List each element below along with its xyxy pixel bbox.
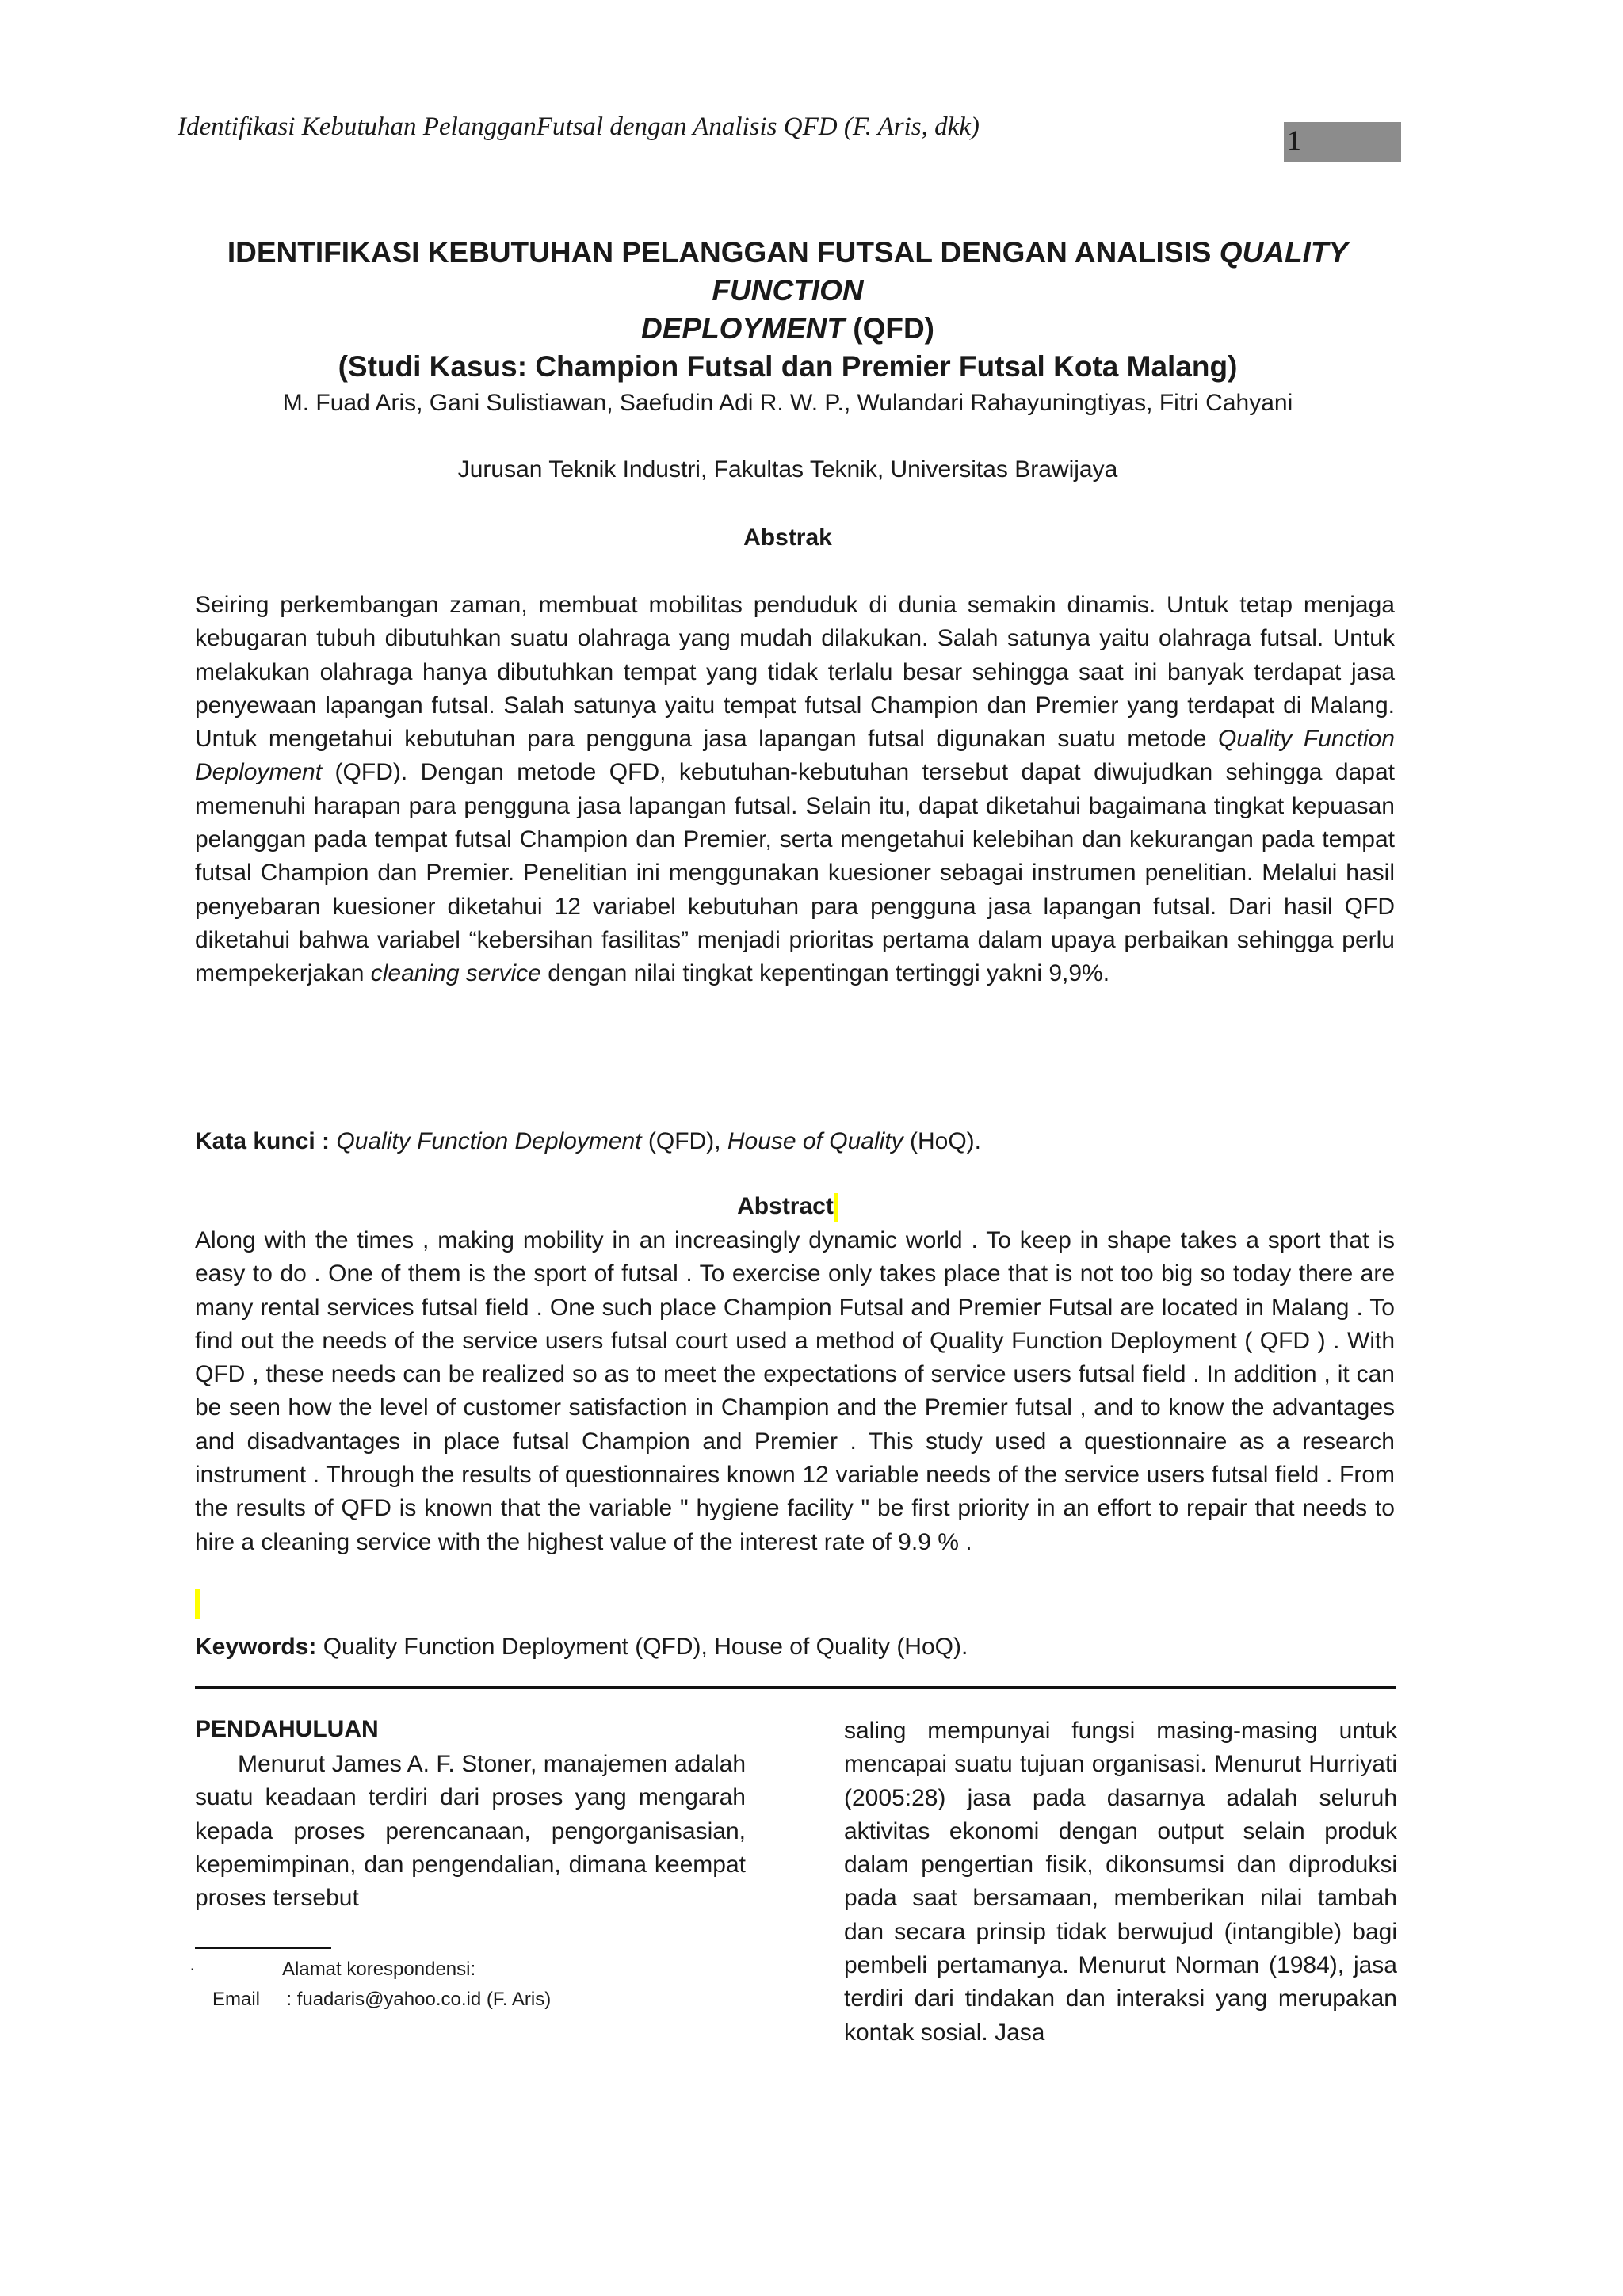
page-number: 1 <box>1287 124 1301 156</box>
abstract-heading: Abstract <box>178 1193 1398 1222</box>
abstract-body: Along with the times , making mobility in an increasingly dynamic world . To keep in shape takes a sport that is easy to do . One of them is the sport of futsal . To exercise only takes place that is not too big so today there are many rental services futsal field . One such place Champion Futsal and Premier Futsal are located in Malang . To find out the needs of the service users futsal court used a method of Quality Function Deployment ( QFD ) . With QFD , these needs can be realized so as to meet the expectations of service users futsal field . In addition , it can be seen how the level of customer satisfaction in Champion and the Premier futsal , and to know the advantages and disadvantages in place futsal Champion and Premier . This study used a questionnaire as a research instrument . Through the results of questionnaires known 12 variable needs of the service users futsal field . From the results of QFD is known that the variable " hygiene facility " be first priority in an effort to repair that needs to hire a cleaning service with the highest value of the interest rate of 9.9 % . <box>195 1227 1395 1555</box>
abstrak-heading: Abstrak <box>743 524 832 551</box>
footnote-correspondence: Alamat korespondensi: <box>282 1958 476 1980</box>
title-line-2: DEPLOYMENT (QFD) <box>641 312 934 345</box>
paper-title <box>178 234 1398 386</box>
author-list: M. Fuad Aris, Gani Sulistiawan, Saefudin Adi R. W. P., Wulandari Rahayuningtiyas, Fitri Cahyani <box>282 390 1293 416</box>
pendahuluan-right-column: saling mempunyai fungsi masing-masing untuk mencapai suatu tujuan organisasi. Menurut Hurriyati (2005:28) jasa pada dasarnya adalah seluruh aktivitas ekonomi dengan output selain produk dalam pengertian fisik, dikonsumsi dan diproduksi pada saat bersamaan, memberikan nilai tambah dan secara prinsip tidak berwujud (intangible) bagi pembeli pertamanya. Menurut Norman (1984), jasa terdiri dari tindakan dan interaksi yang merupakan kontak sosial. Jasa <box>844 1718 1397 2046</box>
footnote-email: Email : fuadaris@yahoo.co.id (F. Aris) <box>212 1989 552 2010</box>
section-divider <box>195 1686 1396 1689</box>
page-number-box <box>1284 122 1401 162</box>
section-heading-pendahuluan: PENDAHULUAN <box>195 1716 379 1742</box>
keywords: Keywords: Quality Function Deployment (QFD), House of Quality (HoQ). <box>195 1634 968 1660</box>
kata-kunci: Kata kunci : Quality Function Deployment (QFD), House of Quality (HoQ). <box>195 1128 981 1154</box>
running-header: Identifikasi Kebutuhan PelangganFutsal dengan Analisis QFD (F. Aris, dkk) <box>178 113 980 141</box>
title-line-1: IDENTIFIKASI KEBUTUHAN PELANGGAN FUTSAL DENGAN ANALISIS QUALITY FUNCTION <box>227 236 1349 307</box>
highlight-mark <box>195 1589 200 1619</box>
abstrak-body: Seiring perkembangan zaman, membuat mobilitas penduduk di dunia semakin dinamis. Untuk tetap menjaga kebugaran tubuh dibutuhkan suatu olahraga yang mudah dilakukan. Salah satunya yaitu olahraga futsal. Untuk melakukan olahraga hanya dibutuhkan tempat yang tidak terlalu besar sehingga saat ini banyak terdapat jasa penyewaan lapangan futsal. Salah satunya yaitu tempat futsal Champion dan Premier yang terdapat di Malang. Untuk mengetahui kebutuhan para pengguna jasa lapangan futsal digunakan suatu metode Quality Function Deployment (QFD). Dengan metode QFD, kebutuhan-kebutuhan tersebut dapat diwujudkan sehingga dapat memenuhi harapan para pengguna jasa lapangan futsal. Selain itu, dapat diketahui bagaimana tingkat kepuasan pelanggan pada tempat futsal Champion dan Premier, serta mengetahui kelebihan dan kekurangan pada tempat futsal Champion dan Premier. Penelitian ini menggunakan kuesioner sebagai instrumen penelitian. Melalui hasil penyebaran kuesioner diketahui 12 variabel kebutuhan para pengguna jasa lapangan futsal. Dari hasil QFD diketahui bahwa variabel “kebersihan fasilitas” menjadi prioritas pertama dalam upaya perbaikan sehingga perlu mempekerjakan cleaning service dengan nilai tingkat kepentingan tertinggi yakni 9,9%. <box>195 592 1395 987</box>
footnote-marker: · <box>190 1962 194 1974</box>
pendahuluan-left-column: Menurut James A. F. Stoner, manajemen adalah suatu keadaan terdiri dari proses yang mengarah kepada proses perencanaan, pengorganisasian, kepemimpinan, dan pengendalian, dimana keempat proses tersebut <box>195 1751 746 1912</box>
highlight-mark <box>834 1193 838 1222</box>
footnote-rule <box>195 1947 331 1949</box>
affiliation: Jurusan Teknik Industri, Fakultas Teknik, Universitas Brawijaya <box>457 456 1118 482</box>
paper-subtitle: (Studi Kasus: Champion Futsal dan Premier Futsal Kota Malang) <box>338 350 1238 383</box>
